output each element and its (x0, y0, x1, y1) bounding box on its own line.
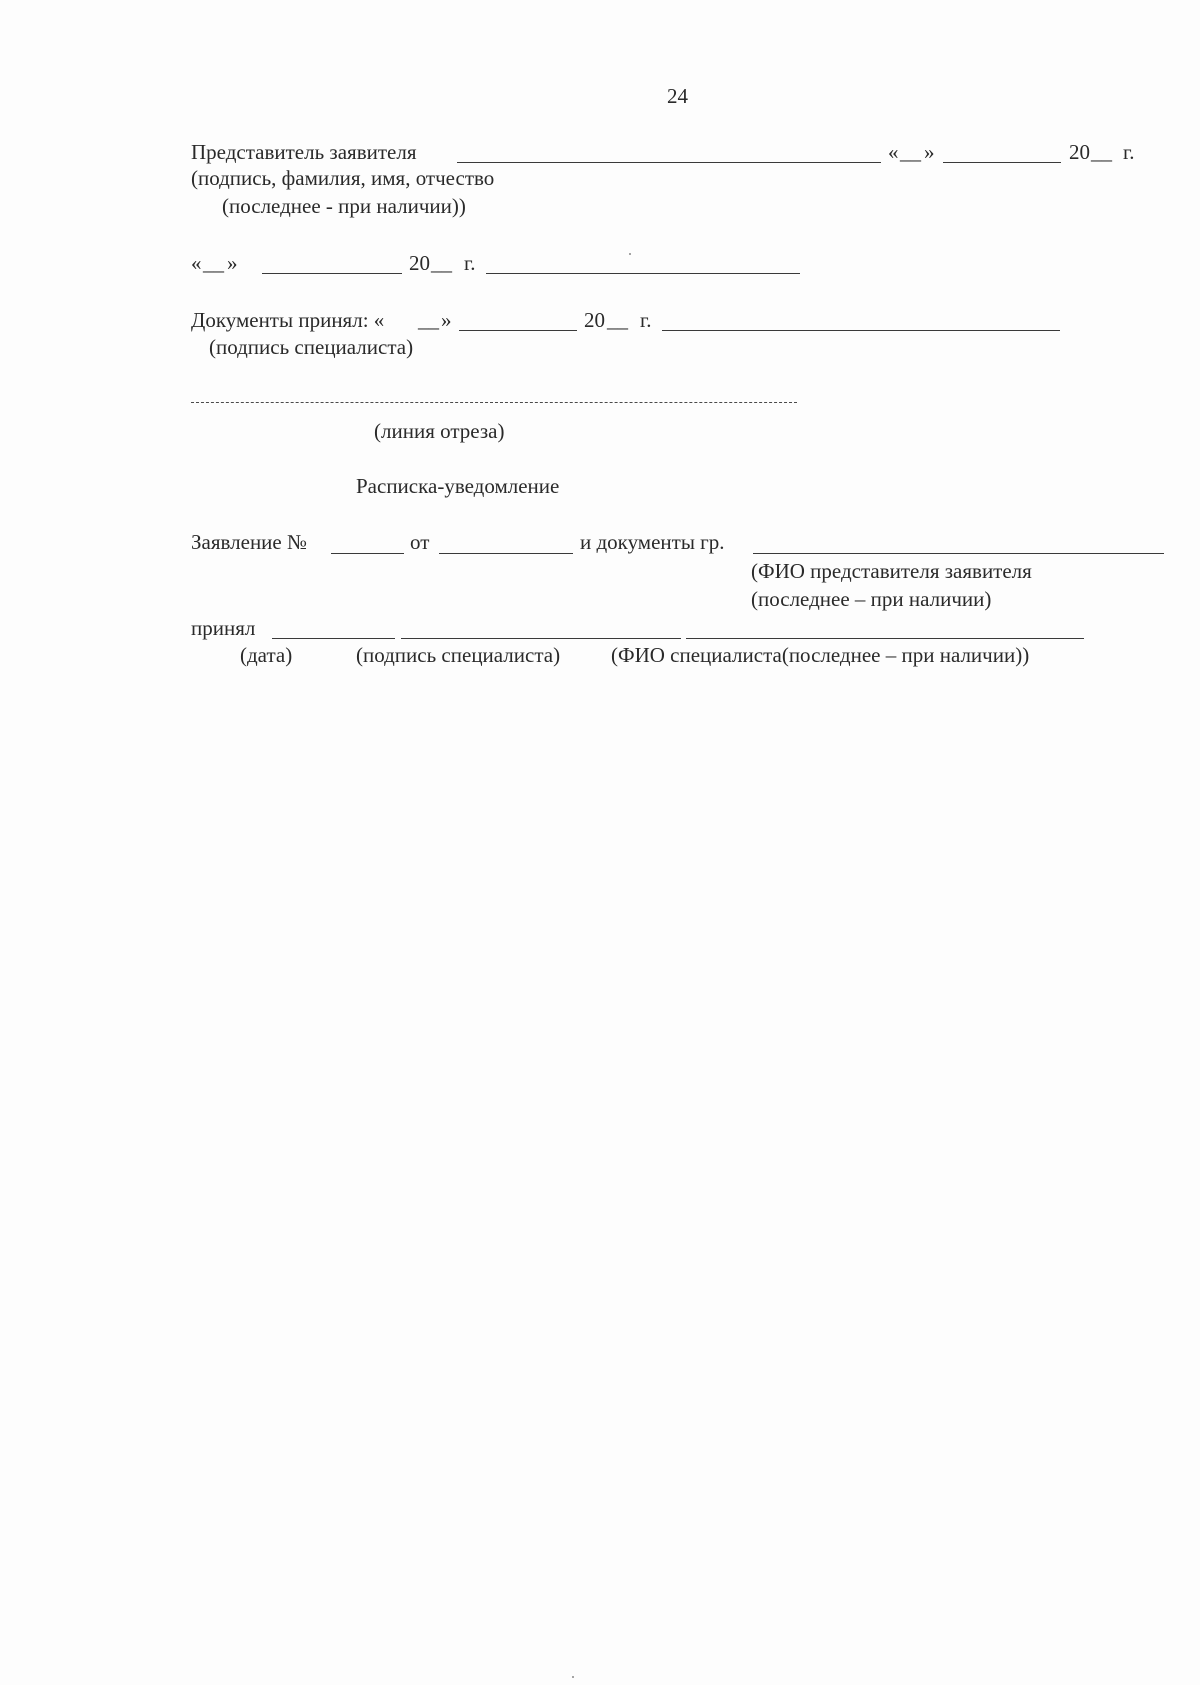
date-open-quote: « (191, 251, 202, 275)
representative-fio-caption-line2: (последнее – при наличии) (751, 587, 992, 611)
scan-speck (629, 253, 631, 255)
representative-year-suffix: г. (1123, 140, 1135, 164)
receipt-signature-line (401, 638, 681, 639)
page-number: 24 (667, 84, 688, 108)
receipt-caption-specialist: (ФИО специалиста(последнее – при наличии)) (611, 643, 1030, 667)
statement-label: Заявление № (191, 530, 308, 554)
date-signature-line (486, 273, 800, 274)
representative-year-blank: __ (1091, 140, 1112, 164)
statement-documents-label: и документы гр. (580, 530, 725, 554)
date-year-blank: __ (431, 251, 452, 275)
representative-label: Представитель заявителя (191, 140, 417, 164)
statement-representative-line (753, 553, 1164, 554)
accepted-month-line (459, 330, 577, 331)
accepted-day-blank: __ (418, 308, 439, 332)
scan-speck (572, 1676, 574, 1678)
representative-day-blank: __ (900, 140, 921, 164)
date-month-line (262, 273, 402, 274)
cut-line (191, 402, 797, 403)
representative-year-prefix: 20 (1069, 140, 1090, 164)
accepted-caption: (подпись специалиста) (209, 335, 414, 359)
statement-from-label: от (410, 530, 430, 554)
representative-open-quote: « (888, 140, 899, 164)
receipt-title: Расписка-уведомление (356, 474, 560, 498)
date-day-blank: __ (203, 251, 224, 275)
accepted-label: Документы принял: « (191, 308, 385, 332)
accepted-year-blank: __ (607, 308, 628, 332)
receipt-accepted-label: принял (191, 616, 256, 640)
statement-date-line (439, 553, 573, 554)
date-year-prefix: 20 (409, 251, 430, 275)
representative-caption-line2: (последнее - при наличии)) (222, 194, 466, 218)
receipt-caption-date: (дата) (240, 643, 293, 667)
date-year-suffix: г. (464, 251, 476, 275)
receipt-specialist-line (686, 638, 1084, 639)
receipt-caption-signature: (подпись специалиста) (356, 643, 561, 667)
representative-caption-line1: (подпись, фамилия, имя, отчество (191, 166, 495, 190)
statement-number-line (331, 553, 404, 554)
cut-line-caption: (линия отреза) (374, 419, 505, 443)
representative-fio-caption-line1: (ФИО представителя заявителя (751, 559, 1032, 583)
accepted-signature-line (662, 330, 1060, 331)
representative-close-quote: » (924, 140, 935, 164)
representative-signature-line (457, 162, 881, 163)
accepted-year-prefix: 20 (584, 308, 605, 332)
receipt-date-line (272, 638, 395, 639)
date-close-quote: » (227, 251, 238, 275)
accepted-close-quote: » (441, 308, 452, 332)
representative-month-line (943, 162, 1061, 163)
accepted-year-suffix: г. (640, 308, 652, 332)
